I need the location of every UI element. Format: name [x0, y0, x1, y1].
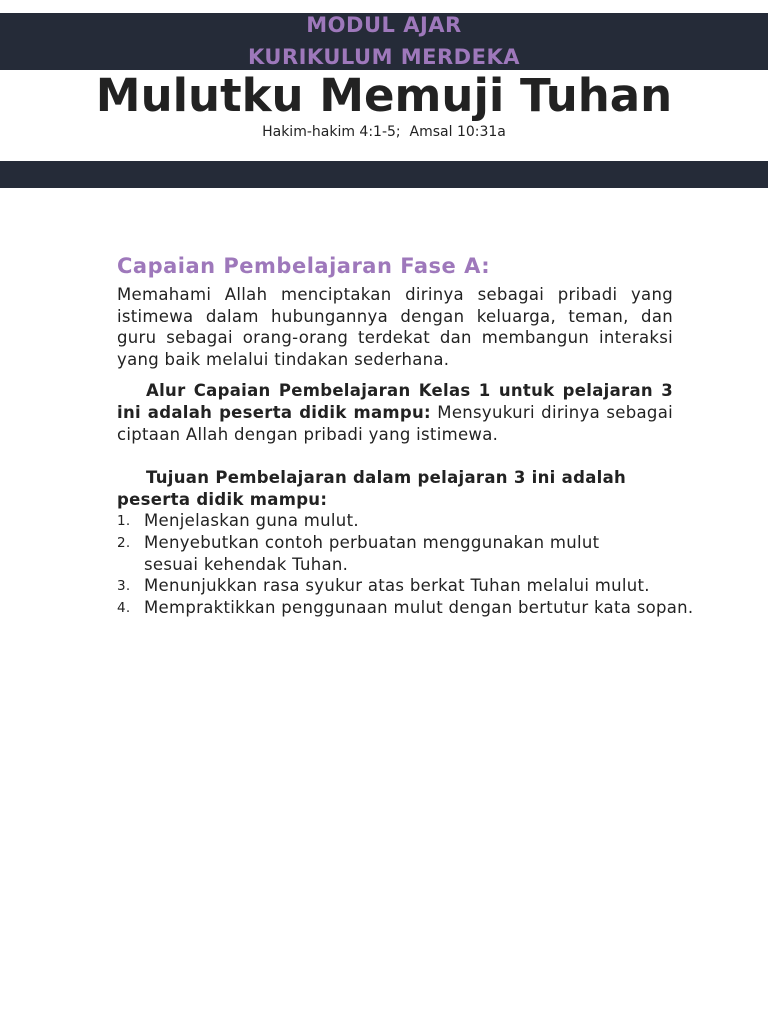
list-item [117, 575, 757, 597]
list-item-number: 1. [117, 513, 131, 530]
learning-goals-intro [117, 467, 642, 510]
list-item-text: Menjelaskan guna mulut. [144, 511, 359, 531]
section-heading: Capaian Pembelajaran Fase A: [117, 254, 491, 278]
learning-goals-list [117, 510, 757, 618]
list-item [117, 532, 757, 575]
page-title: Mulutku Memuji Tuhan [95, 69, 673, 122]
list-item [117, 597, 757, 619]
learning-outcome-paragraph: Memahami Allah menciptakan dirinya sebagai pribadi yang istimewa dalam hubungannya dengan keluarga, teman, dan guru sebagai orang-orang terdekat dan membangun interaksi yang baik melalui tindakan sederhana. [117, 285, 673, 369]
list-item [117, 510, 757, 532]
scripture-reference: Hakim-hakim 4:1-5; Amsal 10:31a [262, 124, 506, 140]
list-item-number: 3. [117, 578, 131, 595]
learning-goals-lead: Tujuan Pembelajaran dalam pelajaran 3 ini adalah peserta didik mampu: [117, 468, 627, 509]
list-item-text: Mempraktikkan penggunaan mulut dengan bertutur kata sopan. [144, 597, 694, 617]
list-item-number: 2. [117, 534, 131, 551]
learning-flow-text: Mensyukuri dirinya sebagai ciptaan Allah dengan pribadi yang istimewa. [117, 402, 673, 444]
list-item-text: Menyebutkan contoh perbuatan menggunakan mulut sesuai kehendak Tuhan. [144, 532, 600, 574]
content-body [117, 252, 694, 618]
curriculum-label: KURIKULUM MERDEKA [247, 45, 520, 69]
title-underline-band [0, 161, 768, 188]
list-item-number: 4. [117, 599, 131, 616]
learning-flow-paragraph [117, 380, 673, 445]
module-label: MODUL AJAR [306, 13, 462, 37]
learning-flow-lead: Alur Capaian Pembelajaran Kelas 1 untuk pelajaran 3 ini adalah peserta didik mampu: [117, 381, 673, 422]
list-item-text: Menunjukkan rasa syukur atas berkat Tuhan melalui mulut. [144, 576, 650, 596]
